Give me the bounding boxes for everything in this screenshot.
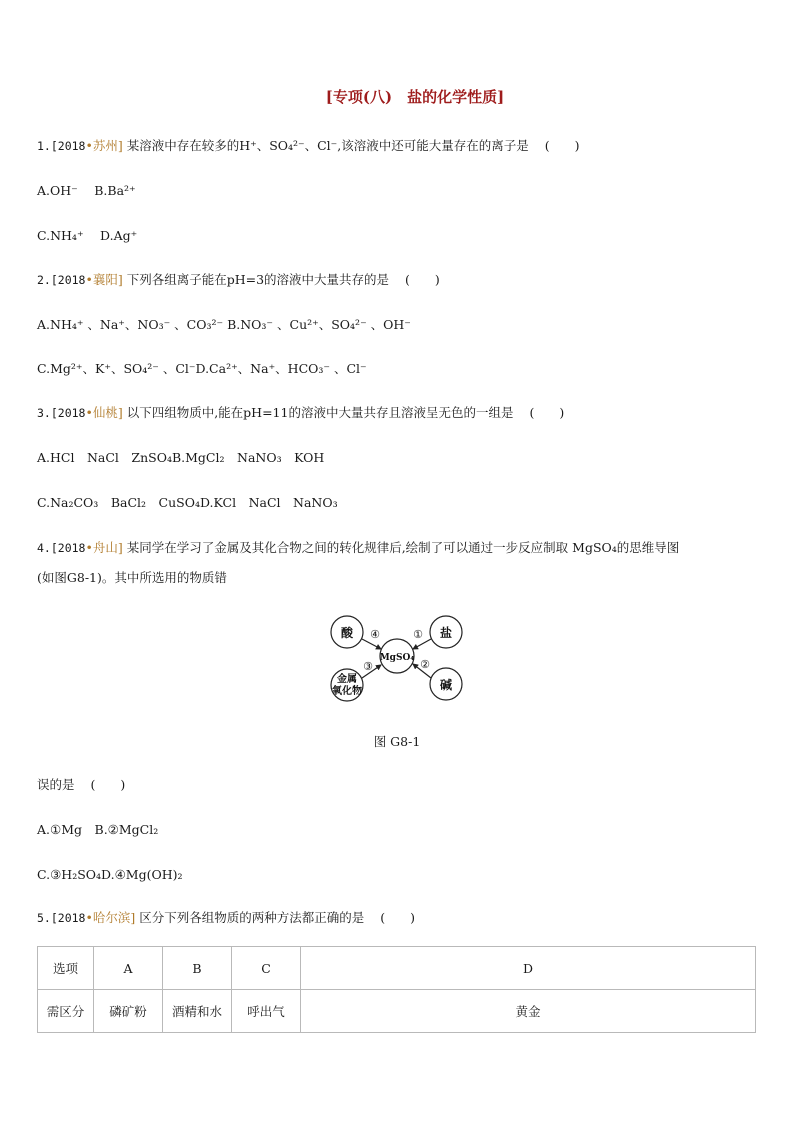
q4-answer-paren: ( ) xyxy=(90,777,126,792)
base-label: 碱 xyxy=(439,678,453,692)
question-3 xyxy=(37,403,564,423)
table-header-cell: D xyxy=(301,947,756,990)
q2-number: 2.[2018 xyxy=(37,273,86,287)
q4-options-ab: A.①Mg B.②MgCl₂ xyxy=(37,822,159,837)
marker-1: ① xyxy=(413,628,423,641)
marker-3: ③ xyxy=(363,660,373,673)
q3-number: 3.[2018 xyxy=(37,406,86,420)
marker-2: ② xyxy=(420,658,430,671)
q4-text-3-label: 误的是 xyxy=(37,777,75,792)
q1-options-ab: A.OH⁻ B.Ba²⁺ xyxy=(37,183,136,198)
q2-options-ab: A.NH₄⁺ 、Na⁺、NO₃⁻ 、CO₃²⁻ B.NO₃⁻ 、Cu²⁺、SO₄²⁻ 、OH⁻ xyxy=(37,317,411,332)
table-header-row xyxy=(38,947,756,990)
q4-source: •舟山] xyxy=(85,540,123,555)
q2-source: •襄阳] xyxy=(85,272,123,287)
page-title: [专项(八) 盐的化学性质] xyxy=(325,88,505,106)
q2-text: 下列各组离子能在pH=3的溶液中大量共存的是 xyxy=(122,272,390,287)
center-label: MgSO₄ xyxy=(379,653,415,663)
q2-answer-paren: ( ) xyxy=(405,272,440,287)
acid-label: 酸 xyxy=(340,626,354,640)
q4-text-3 xyxy=(37,775,125,795)
q1-number: 1.[2018 xyxy=(37,139,86,153)
table-cell: 需区分 xyxy=(38,990,94,1033)
oxide-label-1: 金属 xyxy=(337,674,357,685)
table-header-cell: C xyxy=(232,947,301,990)
question-5 xyxy=(37,908,415,928)
q3-options-cd: C.Na₂CO₃ BaCl₂ CuSO₄D.KCl NaCl NaNO₃ xyxy=(37,495,338,510)
q3-options-ab: A.HCl NaCl ZnSO₄B.MgCl₂ NaNO₃ KOH xyxy=(37,450,325,465)
table-header-cell: 选项 xyxy=(38,947,94,990)
q1-options-cd: C.NH₄⁺ D.Ag⁺ xyxy=(37,228,138,243)
table-row xyxy=(38,990,756,1033)
q2-options-cd: C.Mg²⁺、K⁺、SO₄²⁻ 、Cl⁻D.Ca²⁺、Na⁺、HCO₃⁻ 、Cl⁻ xyxy=(37,361,367,376)
q5-number: 5.[2018 xyxy=(37,911,86,925)
q3-answer-paren: ( ) xyxy=(529,405,565,420)
salt-label: 盐 xyxy=(439,626,453,640)
oxide-label-2: 氧化物 xyxy=(332,686,362,697)
question-2 xyxy=(37,270,440,290)
table-cell: 呼出气 xyxy=(232,990,301,1033)
table-header-cell: B xyxy=(163,947,232,990)
table-cell: 酒精和水 xyxy=(163,990,232,1033)
q4-options-cd: C.③H₂SO₄D.④Mg(OH)₂ xyxy=(37,867,183,882)
q1-answer-paren: ( ) xyxy=(544,138,580,153)
question-4 xyxy=(37,538,679,558)
marker-4: ④ xyxy=(370,628,380,641)
q4-number: 4.[2018 xyxy=(37,541,86,555)
table-cell: 黄金 xyxy=(301,990,756,1033)
q1-source: •苏州] xyxy=(85,138,123,153)
table-header-cell: A xyxy=(94,947,163,990)
q5-answer-paren: ( ) xyxy=(380,910,415,925)
figure-caption: 图 G8-1 xyxy=(373,734,421,749)
mindmap-diagram xyxy=(326,612,470,706)
q5-text: 区分下列各组物质的两种方法都正确的是 xyxy=(135,910,365,925)
q4-text-1: 某同学在学习了金属及其化合物之间的转化规律后,绘制了可以通过一步反应制取 MgSO₄的思维导图 xyxy=(122,540,680,555)
q4-text-2: (如图G8-1)。其中所选用的物质错 xyxy=(37,570,227,585)
q3-source: •仙桃] xyxy=(85,405,123,420)
q3-text: 以下四组物质中,能在pH=11的溶液中大量共存且溶液呈无色的一组是 xyxy=(122,405,514,420)
q1-text: 某溶液中存在较多的H⁺、SO₄²⁻、Cl⁻,该溶液中还可能大量存在的离子是 xyxy=(122,138,529,153)
q5-source: •哈尔滨] xyxy=(85,910,136,925)
comparison-table xyxy=(37,946,756,1033)
question-1 xyxy=(37,136,580,156)
table-cell: 磷矿粉 xyxy=(94,990,163,1033)
